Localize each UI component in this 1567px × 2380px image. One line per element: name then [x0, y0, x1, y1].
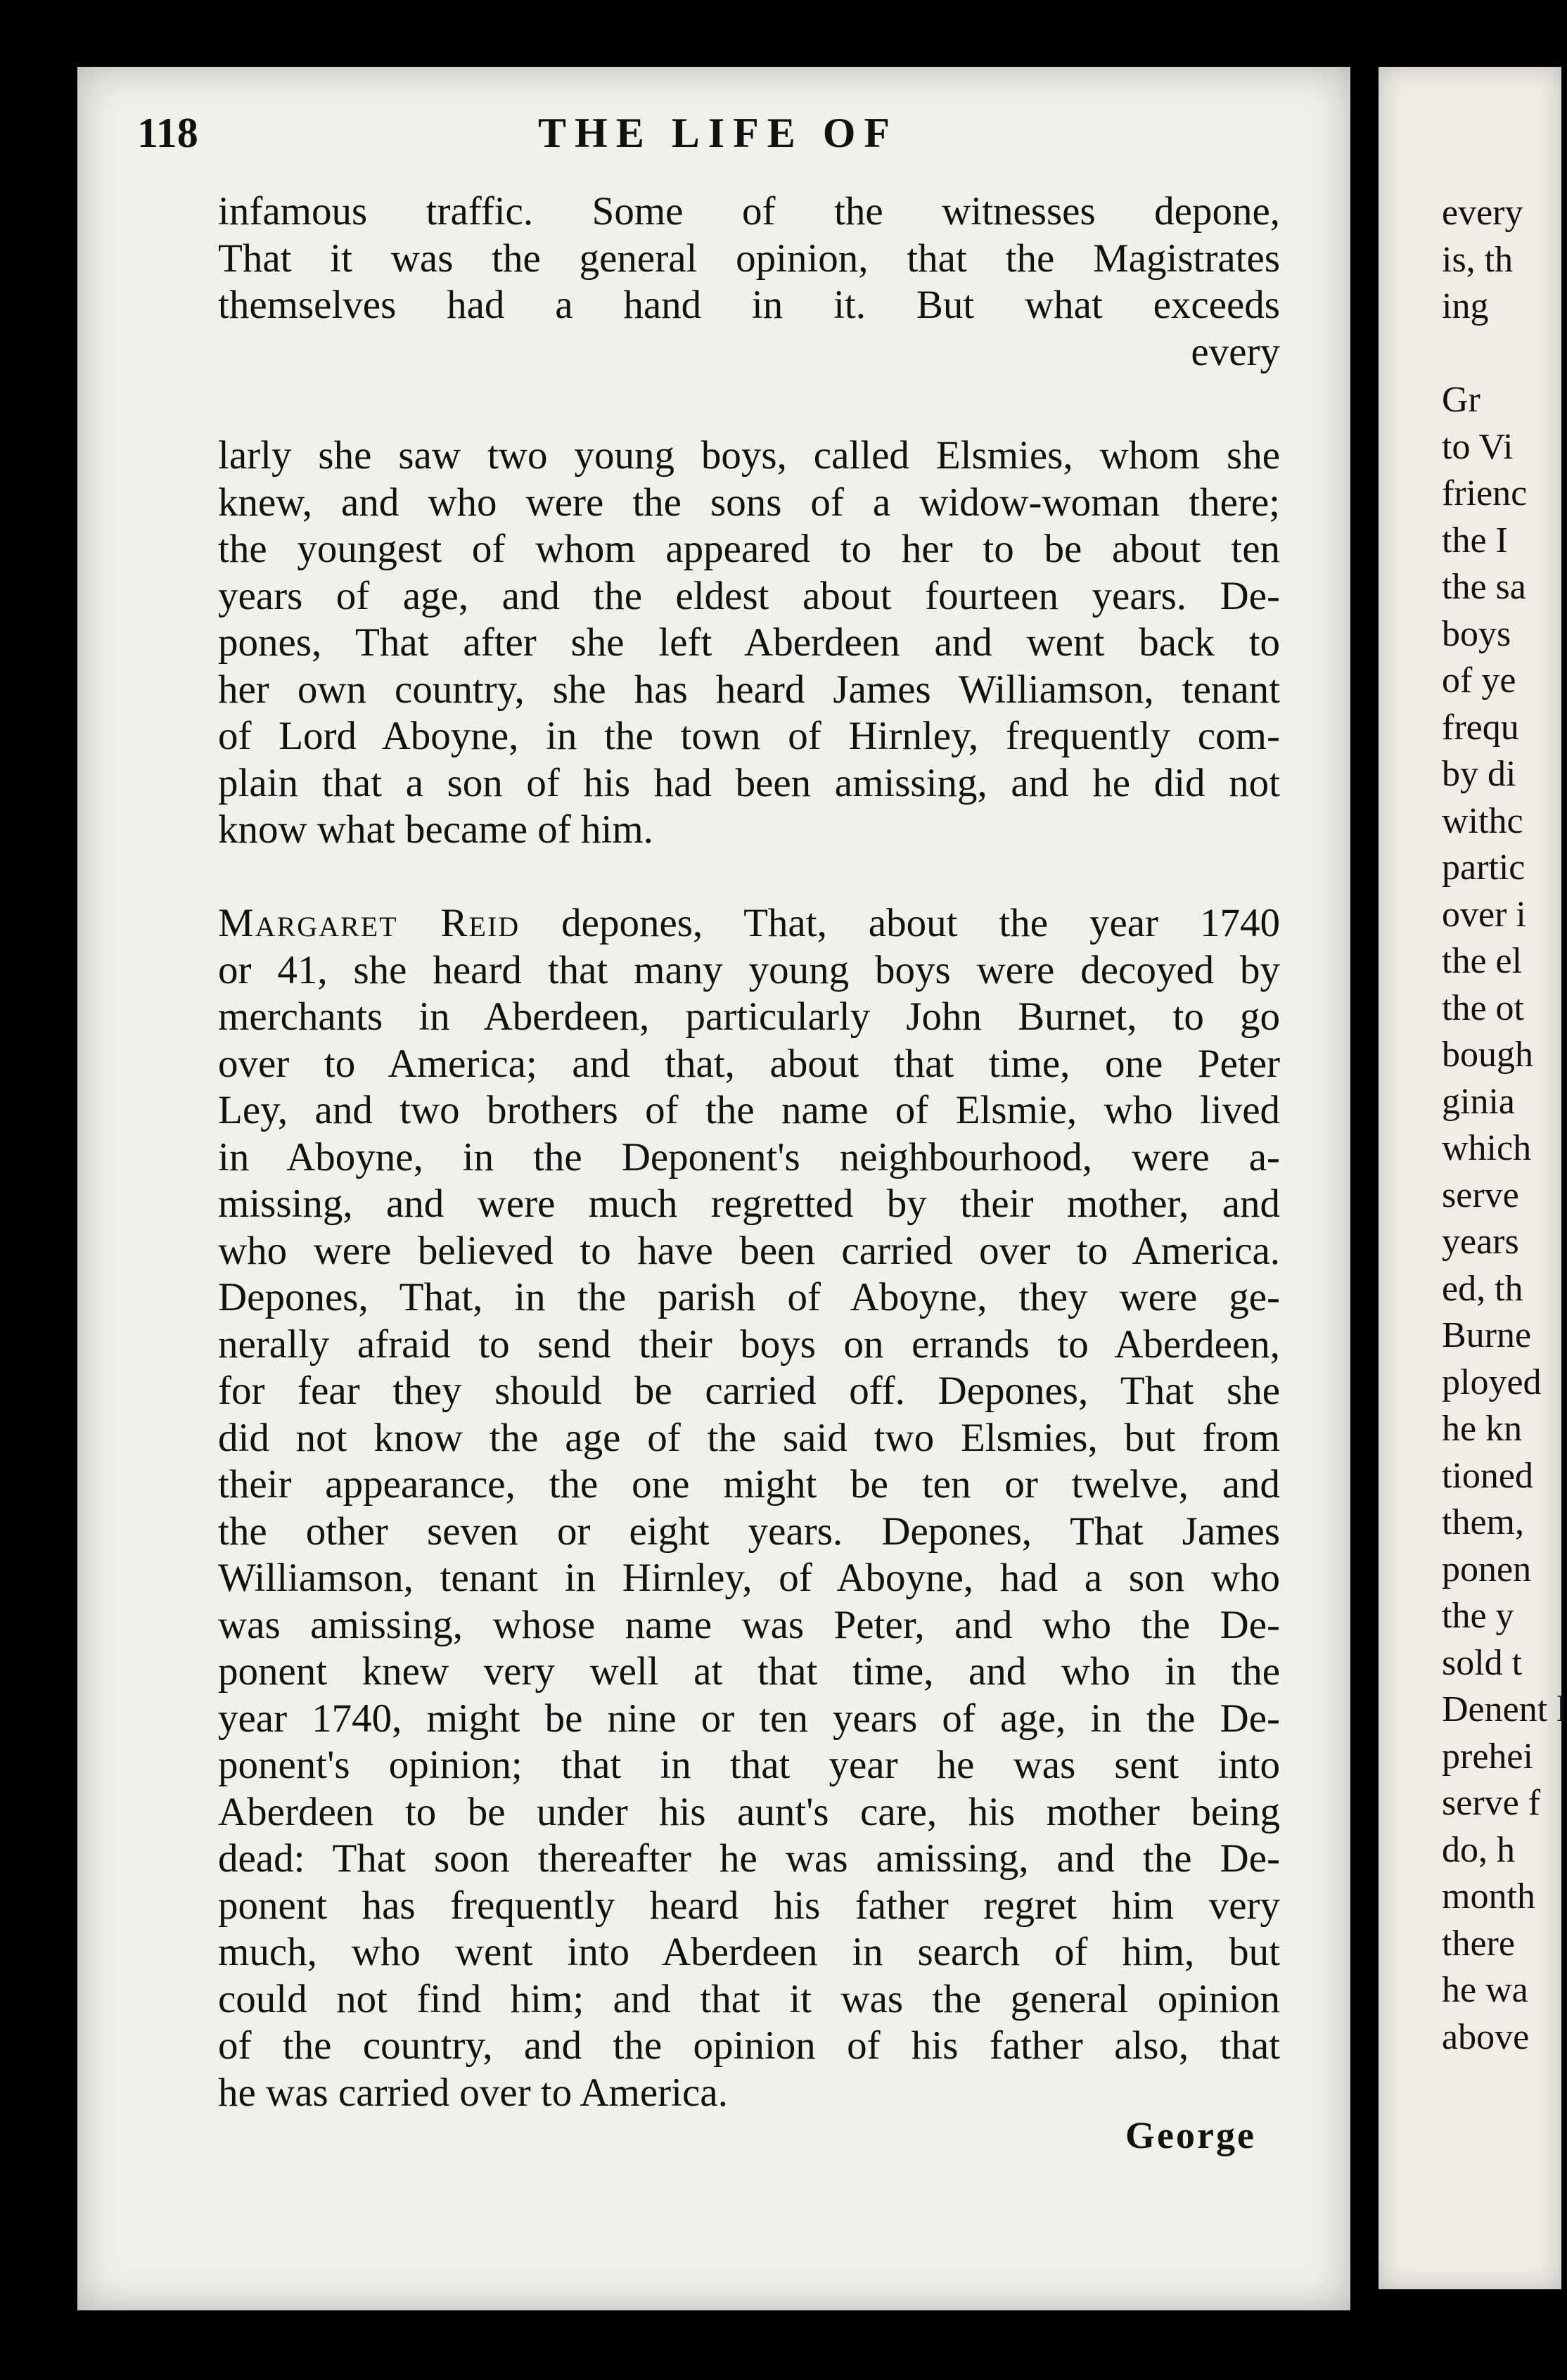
fragment-line: to Vi — [1442, 426, 1514, 467]
text-line: dead: That soon thereafter he was amissing, and the De- — [218, 1836, 1280, 1881]
text-line: he was carried over to America. — [218, 2070, 728, 2115]
fragment-line: ed, th — [1442, 1268, 1523, 1309]
fragment-line: every — [1442, 193, 1523, 233]
fragment-line: above — [1442, 2016, 1530, 2057]
text-line: know what became of him. — [218, 807, 653, 852]
fragment-line: years — [1442, 1222, 1519, 1262]
right-page-text-fragments — [1442, 190, 1567, 2061]
text-line: infamous traffic. Some of the witnesses depone, — [218, 189, 1280, 233]
fragment-line: frequ — [1442, 707, 1519, 748]
fragment-line: is, th — [1442, 239, 1514, 280]
text-line: or 41, she heard that many young boys were decoyed by — [218, 947, 1280, 992]
text-line: Williamson, tenant in Hirnley, of Aboyne, had a son who — [218, 1556, 1280, 1600]
fragment-line: partic — [1442, 847, 1526, 888]
text-line: was amissing, whose name was Peter, and who the De- — [218, 1602, 1280, 1647]
fragment-line: ponen — [1442, 1549, 1532, 1589]
fragment-line: Burne — [1442, 1315, 1532, 1355]
speaker-name: Margaret Reid — [218, 901, 520, 945]
fragment-line — [1442, 331, 1567, 378]
fragment-line: withc — [1442, 800, 1523, 841]
text-line: ponent knew very well at that time, and who in the — [218, 1649, 1280, 1694]
text-line: over to America; and that, about that time, one Peter — [218, 1041, 1280, 1086]
text-line: their appearance, the one might be ten or twelve, and — [218, 1462, 1280, 1506]
text-line: the youngest of whom appeared to her to be about ten — [218, 527, 1280, 571]
text-line: missing, and were much regretted by their mother, and — [218, 1182, 1280, 1226]
text-line: of Lord Aboyne, in the town of Hirnley, frequently com- — [218, 714, 1280, 758]
text-line: plain that a son of his had been amissing, and he did not — [218, 760, 1280, 805]
fragment-line: the el — [1442, 941, 1523, 981]
fragment-line: ginia — [1442, 1081, 1515, 1122]
text-line: merchants in Aberdeen, particularly John Burnet, to go — [218, 994, 1280, 1039]
fragment-line: do, h — [1442, 1829, 1515, 1870]
text-line: year 1740, might be nine or ten years of age, in the De- — [218, 1696, 1280, 1741]
fragment-line: ing — [1442, 286, 1489, 326]
text-line: Depones, That, in the parish of Aboyne, they were ge- — [218, 1275, 1280, 1319]
fragment-line: tioned — [1442, 1455, 1533, 1496]
paragraph-testimony-excerpt — [218, 433, 1280, 854]
fragment-line: month — [1442, 1876, 1535, 1917]
fragment-line: he wa — [1442, 1970, 1528, 2010]
text-line: pones, That after she left Aberdeen and went back to — [218, 620, 1280, 665]
fragment-line: by di — [1442, 754, 1516, 794]
page-number: 118 — [137, 110, 198, 156]
text-line: That it was the general opinion, that the Magistrates — [218, 236, 1280, 281]
text-line: knew, and who were the sons of a widow-woman there; — [218, 480, 1280, 525]
text-line: ponent's opinion; that in that year he was sent into — [218, 1743, 1280, 1787]
text-line: could not find him; and that it was the general opinion — [218, 1976, 1280, 2021]
text-line: years of age, and the eldest about fourteen years. De- — [218, 573, 1280, 618]
text-line: nerally afraid to send their boys on errands to Aberdeen, — [218, 1322, 1280, 1367]
fragment-line: the sa — [1442, 567, 1526, 607]
fragment-line: serve f — [1442, 1783, 1541, 1823]
fragment-line: Denent l — [1442, 1689, 1567, 1729]
paragraph-top — [218, 188, 1280, 376]
paragraph-margaret-reid — [218, 900, 1280, 2116]
text-line: larly she saw two young boys, called Elsmies, whom she — [218, 433, 1280, 478]
text-line: for fear they should be carried off. Depones, That she — [218, 1369, 1280, 1413]
text-line: in Aboyne, in the Deponent's neighbourhood, were a- — [218, 1134, 1280, 1179]
fragment-line: of ye — [1442, 660, 1516, 700]
fragment-line: boys — [1442, 613, 1511, 654]
running-head: THE LIFE OF — [538, 110, 899, 156]
text-line: Ley, and two brothers of the name of Elsmie, who lived — [218, 1088, 1280, 1132]
fragment-line: the y — [1442, 1596, 1514, 1636]
fragment-line: sold t — [1442, 1642, 1523, 1683]
fragment-line: over i — [1442, 894, 1526, 935]
fragment-line: the I — [1442, 520, 1508, 561]
fragment-line: them, — [1442, 1502, 1524, 1542]
fragment-line: the ot — [1442, 987, 1524, 1028]
text-line: ponent has frequently heard his father regret him very — [218, 1883, 1280, 1928]
text-line: of the country, and the opinion of his father also, that — [218, 2023, 1280, 2068]
text-line: Aberdeen to be under his aunt's care, his mother being — [218, 1789, 1280, 1834]
text-line: did not know the age of the said two Elsmies, but from — [218, 1415, 1280, 1460]
text-line: every — [1191, 329, 1280, 374]
page-header — [137, 109, 1277, 172]
fragment-line: there — [1442, 1923, 1515, 1964]
text-line — [218, 900, 1280, 947]
first-line-rest: depones, That, about the year 1740 — [561, 901, 1281, 945]
fragment-line: ployed — [1442, 1362, 1542, 1402]
text-line: her own country, she has heard James Williamson, tenant — [218, 667, 1280, 712]
text-line: much, who went into Aberdeen in search of him, but — [218, 1930, 1280, 1974]
fragment-line: frienc — [1442, 473, 1528, 513]
text-line: the other seven or eight years. Depones, That James — [218, 1509, 1280, 1554]
fragment-line: Gr — [1442, 380, 1480, 420]
text-line: who were believed to have been carried over to America. — [218, 1228, 1280, 1273]
fragment-line: bough — [1442, 1035, 1533, 1075]
fragment-line: serve — [1442, 1175, 1519, 1215]
catchword: George — [1125, 2114, 1256, 2156]
fragment-line: prehei — [1442, 1736, 1533, 1777]
fragment-line: he kn — [1442, 1409, 1523, 1449]
text-line: themselves had a hand in it. But what exceeds — [218, 283, 1280, 327]
fragment-line: which — [1442, 1128, 1532, 1168]
